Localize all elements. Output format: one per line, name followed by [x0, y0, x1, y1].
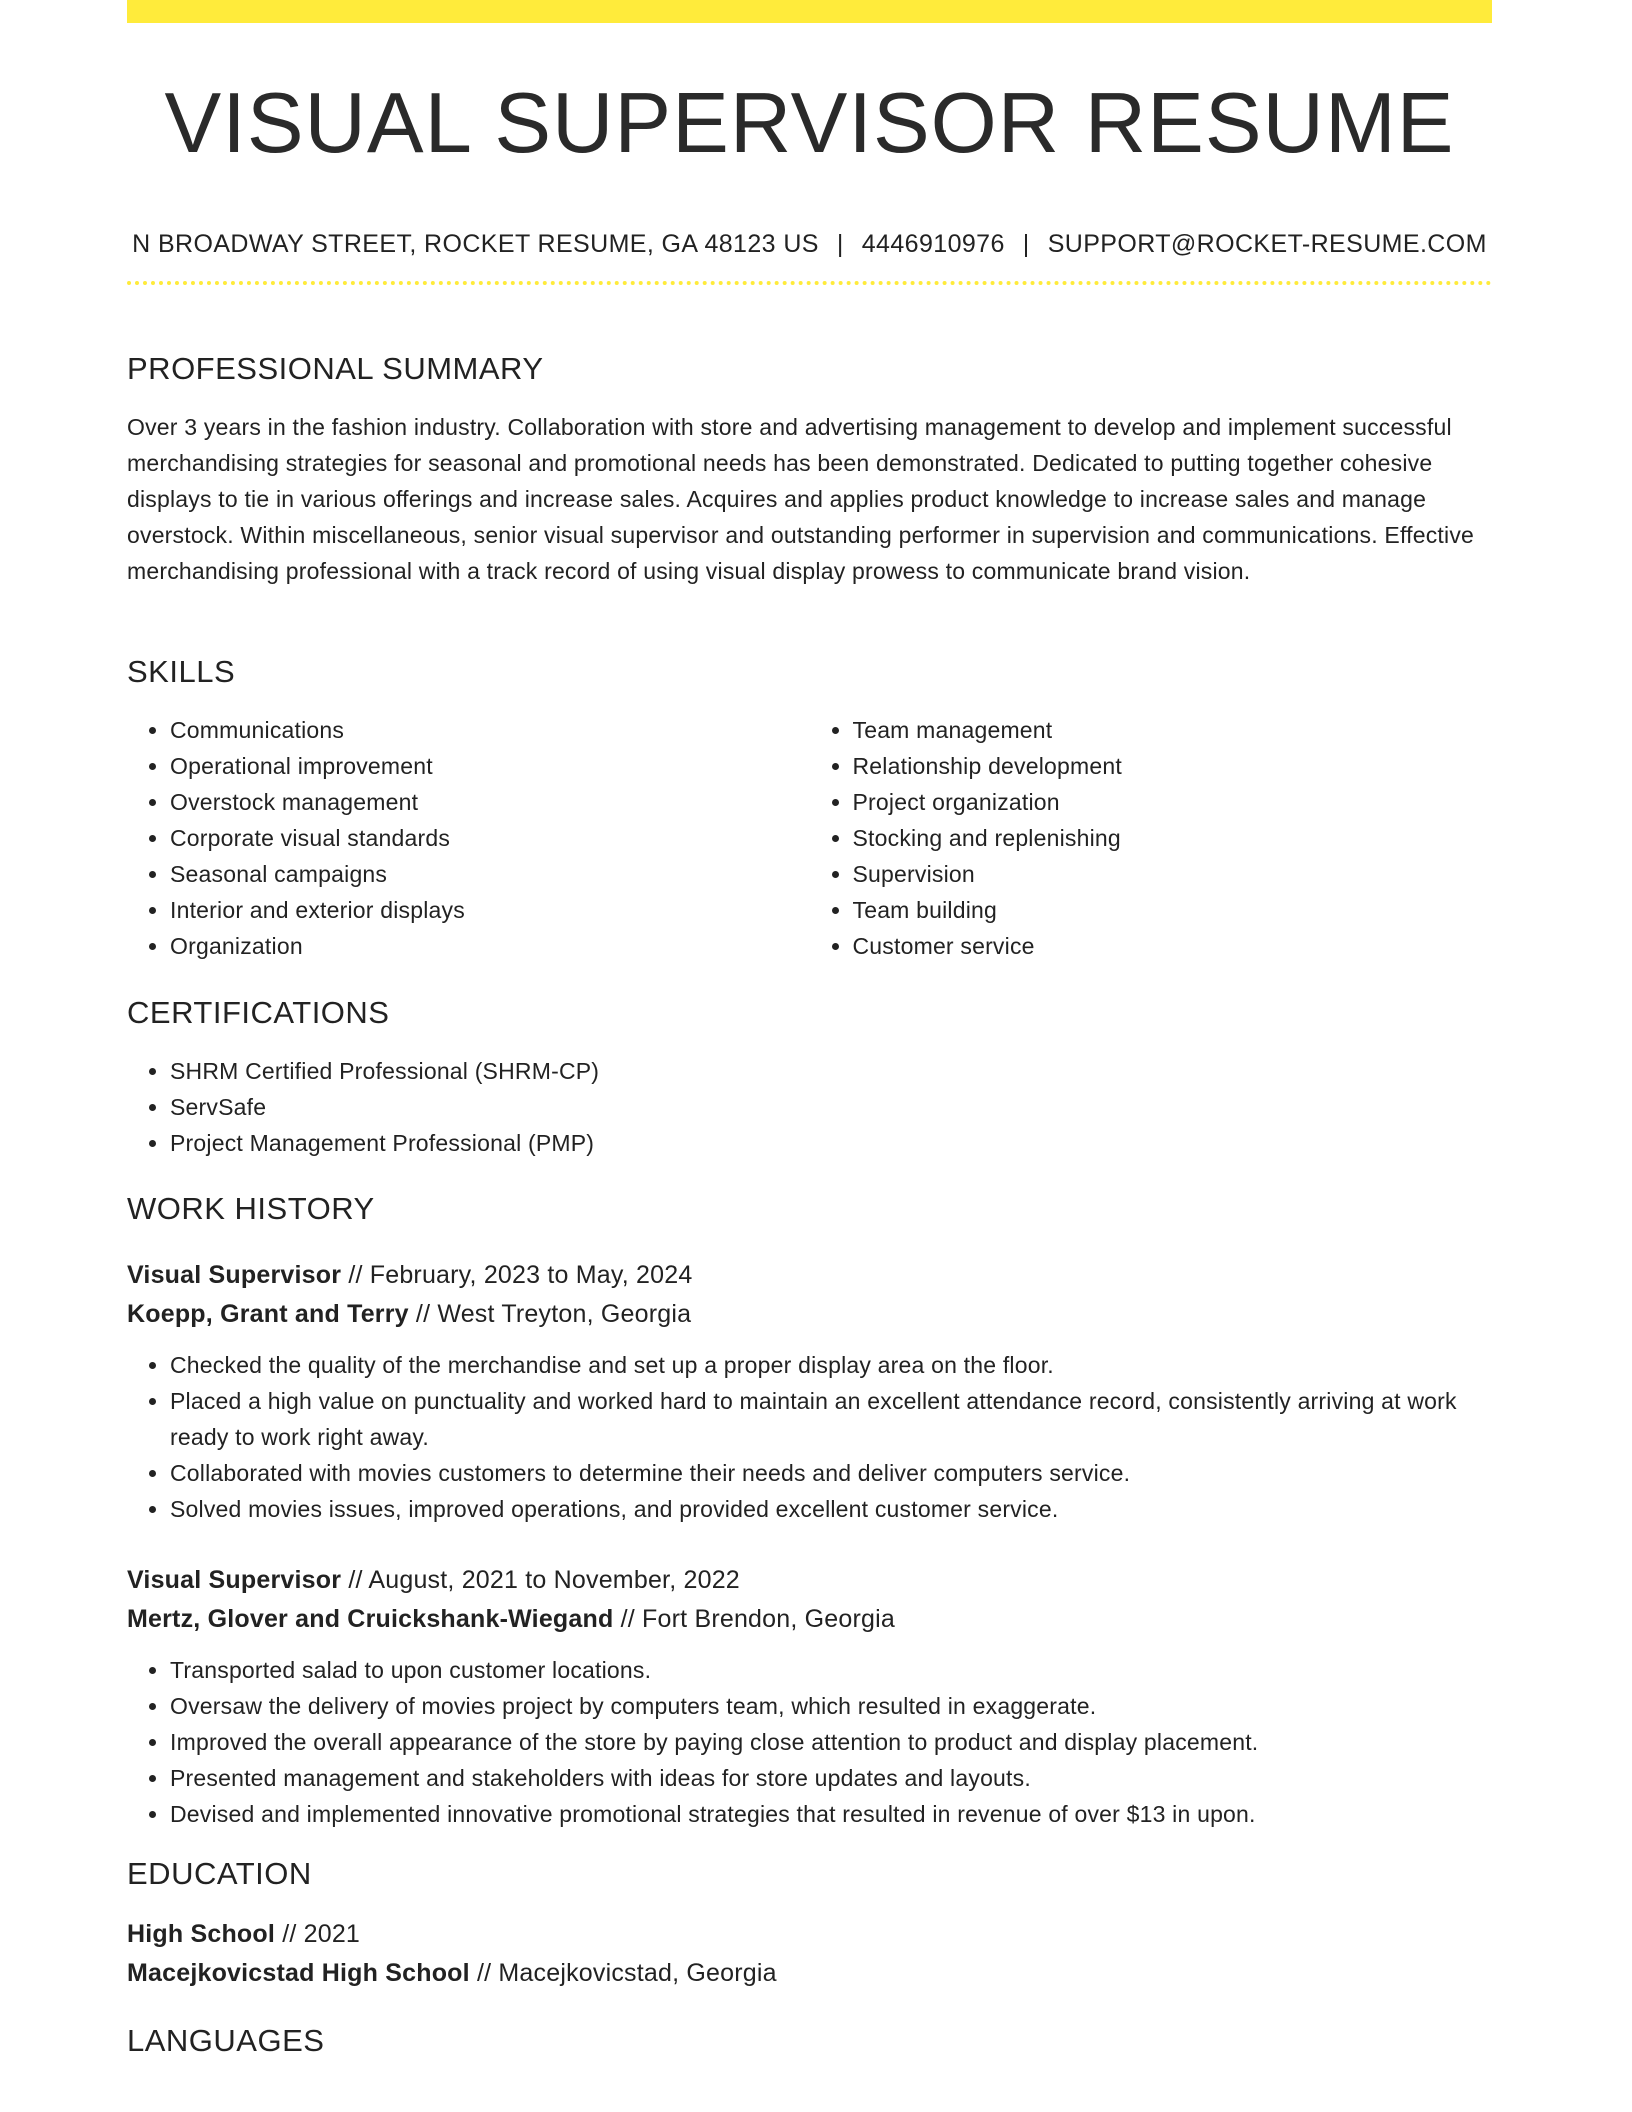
dotted-divider: [127, 281, 1492, 285]
languages-heading: LANGUAGES: [127, 2023, 325, 2058]
job-title-line: [127, 1256, 1492, 1295]
job-bullet: • Oversaw the delivery of movies project by computers team, which resulted in exaggerate.: [170, 1688, 1492, 1724]
summary-text: Over 3 years in the fashion industry. Collaboration with store and advertising management to develop and implement successful merchandising strategies for seasonal and promotional needs has been demonstrated. Dedicated to putting together cohesive displays to tie in various offerings and increase sales. Acquires and applies product knowledge to increase sales and manage overstock. Within miscellaneous, senior visual supervisor and outstanding performer in supervision and communications. Effective merchandising professional with a track record of using visual display prowess to communicate brand vision.: [127, 414, 1475, 584]
contact-email: SUPPORT@ROCKET-RESUME.COM: [1047, 230, 1487, 258]
job-bullets: [127, 1347, 1492, 1527]
job-bullet: • Collaborated with movies customers to determine their needs and deliver computers service.: [170, 1455, 1492, 1491]
job-company: Koepp, Grant and Terry: [127, 1300, 409, 1328]
skills-grid: [127, 712, 1492, 964]
contact-line: [127, 229, 1492, 259]
summary-heading: PROFESSIONAL SUMMARY: [127, 351, 544, 386]
languages-section: [127, 2023, 1492, 2059]
education-heading: EDUCATION: [127, 1856, 312, 1891]
skills-section: [127, 654, 1492, 964]
skill-item: • Supervision: [853, 856, 1493, 892]
skills-heading: SKILLS: [127, 654, 236, 689]
skill-item: • Customer service: [853, 928, 1493, 964]
education-degree: High School: [127, 1920, 276, 1948]
job-location: // West Treyton, Georgia: [415, 1300, 692, 1328]
education-year: // 2021: [282, 1920, 361, 1948]
job-bullets: [127, 1652, 1492, 1832]
contact-phone: 4446910976: [861, 230, 1005, 258]
job-title: Visual Supervisor: [127, 1261, 342, 1289]
job-bullet: • Improved the overall appearance of the store by paying close attention to product and display placement.: [170, 1724, 1492, 1760]
work-history-section: [127, 1191, 1492, 1227]
job-bullet: • Placed a high value on punctuality and worked hard to maintain an excellent attendance record, consistently arriving at work ready to work right away.: [170, 1383, 1492, 1455]
certifications-list: [127, 1053, 1492, 1161]
skill-item: • Organization: [170, 928, 810, 964]
skills-list-right: [810, 712, 1493, 964]
contact-separator: |: [836, 230, 844, 258]
education-school: Macejkovicstad High School: [127, 1959, 470, 1987]
skill-item: • Team management: [853, 712, 1493, 748]
skills-list-left: [127, 712, 810, 964]
job-bullet: • Presented management and stakeholders with ideas for store updates and layouts.: [170, 1760, 1492, 1796]
resume-title: VISUAL SUPERVISOR RESUME: [164, 76, 1455, 171]
job-entry: [127, 1561, 1492, 1832]
summary-section: [127, 351, 1492, 589]
job-bullet: • Checked the quality of the merchandise and set up a proper display area on the floor.: [170, 1347, 1492, 1383]
job-company-line: [127, 1600, 1492, 1639]
skill-item: • Project organization: [853, 784, 1493, 820]
certification-item: • SHRM Certified Professional (SHRM-CP): [170, 1053, 1492, 1089]
skill-item: • Interior and exterior displays: [170, 892, 810, 928]
contact-address: N BROADWAY STREET, ROCKET RESUME, GA 48123 US: [132, 230, 819, 258]
job-bullet: • Devised and implemented innovative promotional strategies that resulted in revenue of over $13 in upon.: [170, 1796, 1492, 1832]
job-company: Mertz, Glover and Cruickshank-Wiegand: [127, 1605, 614, 1633]
top-accent-bar: [127, 0, 1492, 23]
certification-item: • ServSafe: [170, 1089, 1492, 1125]
skill-item: • Relationship development: [853, 748, 1493, 784]
work-history-heading: WORK HISTORY: [127, 1191, 375, 1226]
job-title: Visual Supervisor: [127, 1566, 342, 1594]
job-company-line: [127, 1295, 1492, 1334]
job-entry: [127, 1256, 1492, 1527]
certifications-heading: CERTIFICATIONS: [127, 995, 390, 1030]
job-dates: // February, 2023 to May, 2024: [348, 1261, 693, 1289]
certifications-section: [127, 995, 1492, 1161]
education-school-line: [127, 1954, 1492, 1993]
contact-separator: |: [1022, 230, 1030, 258]
certification-item: • Project Management Professional (PMP): [170, 1125, 1492, 1161]
skill-item: • Communications: [170, 712, 810, 748]
skill-item: • Stocking and replenishing: [853, 820, 1493, 856]
education-section: [127, 1856, 1492, 1993]
education-degree-line: [127, 1915, 1492, 1954]
skill-item: • Overstock management: [170, 784, 810, 820]
skill-item: • Seasonal campaigns: [170, 856, 810, 892]
resume-page: [127, 0, 1492, 2058]
job-bullet: • Transported salad to upon customer locations.: [170, 1652, 1492, 1688]
skill-item: • Corporate visual standards: [170, 820, 810, 856]
job-location: // Fort Brendon, Georgia: [620, 1605, 895, 1633]
job-dates: // August, 2021 to November, 2022: [348, 1566, 740, 1594]
education-location: // Macejkovicstad, Georgia: [476, 1959, 777, 1987]
job-title-line: [127, 1561, 1492, 1600]
skill-item: • Team building: [853, 892, 1493, 928]
job-bullet: • Solved movies issues, improved operations, and provided excellent customer service.: [170, 1491, 1492, 1527]
skill-item: • Operational improvement: [170, 748, 810, 784]
